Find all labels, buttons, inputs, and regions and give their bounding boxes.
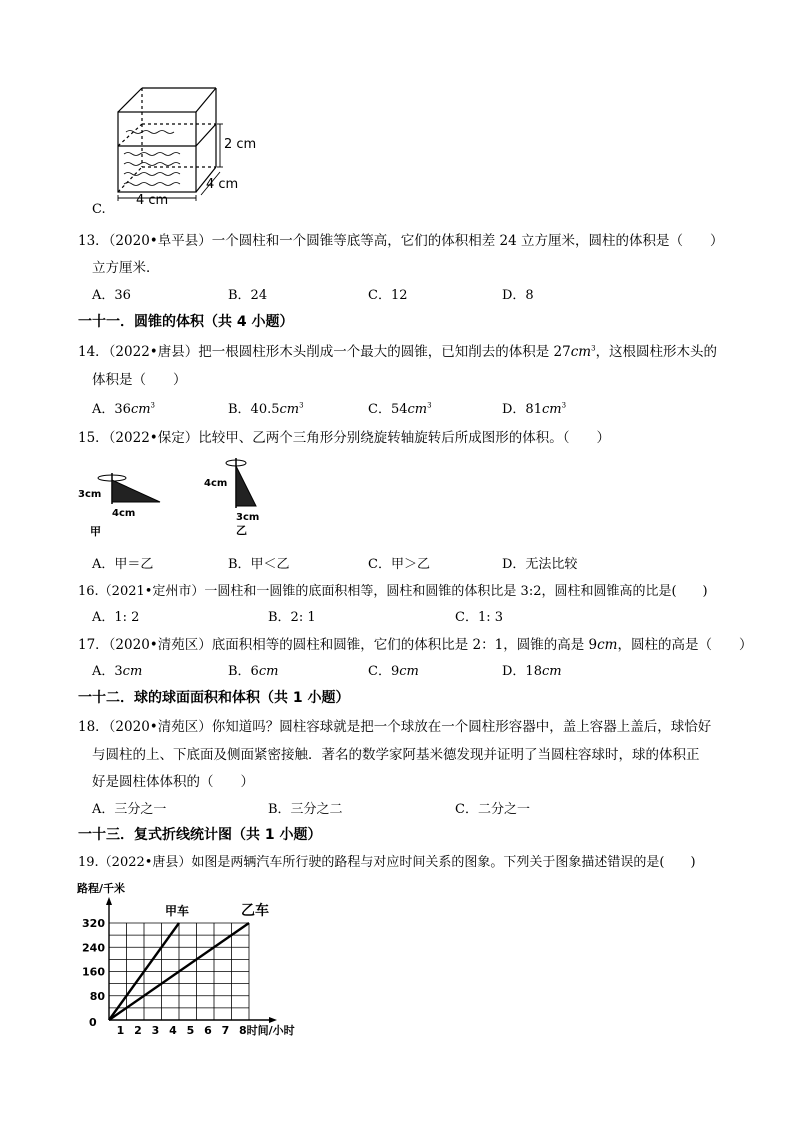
x-tick-label: 1 — [116, 1024, 125, 1037]
q15-option-a[interactable]: A．甲＝乙 — [92, 557, 154, 572]
jia-name: 甲 — [90, 525, 101, 538]
q18-line2: 与圆柱的上、下底面及侧面紧密接触．著名的数学家阿基米德发现并证明了当圆柱容球时，球的体积正 — [92, 747, 700, 763]
q14-option-c[interactable]: C．$54cm^3$ — [368, 401, 432, 417]
q14-line1 — [78, 340, 717, 360]
q14-sup: 3 — [591, 344, 596, 353]
q15-option-b[interactable]: B．甲＜乙 — [228, 557, 290, 572]
q15-line1: 15．（2022•保定）比较甲、乙两个三角形分别绕旋转轴旋转后所成图形的体积。（ ） — [78, 430, 610, 446]
chart-series — [109, 902, 269, 1020]
y-tick-label: 160 — [82, 965, 105, 979]
y-tick-label: 320 — [82, 917, 105, 930]
q13-option-b[interactable]: B．24 — [228, 288, 268, 303]
q13-line2: 立方厘米． — [92, 260, 160, 276]
x-tick-label: 2 — [134, 1024, 142, 1037]
x-tick-label: 4 — [169, 1024, 177, 1037]
x-tick-label: 7 — [221, 1024, 230, 1037]
q14-line1-a: 14．（2022•唐县）把一根圆柱形木头削成一个最大的圆锥，已知削去的体积是 27 — [78, 344, 571, 360]
q13-line1: 13．（2020•阜平县）一个圆柱和一个圆锥等底等高，它们的体积相差 24 立方厘米，圆柱的体积是（ ） — [78, 233, 724, 249]
x-tick-label: 5 — [186, 1024, 195, 1037]
q16-option-c[interactable]: C．1: 3 — [455, 610, 504, 625]
y-axis-label: 路程/千米 — [77, 882, 126, 895]
q15-option-d[interactable]: D．无法比较 — [502, 557, 578, 572]
section-13-heading: 一十三．复式折线统计图（共 1 小题） — [78, 827, 322, 843]
x-tick-label: 6 — [204, 1024, 212, 1037]
x-tick-label: 8时间/小时 — [239, 1024, 295, 1037]
yi-left-label: 4cm — [204, 478, 228, 489]
y-tick-label: 80 — [89, 989, 105, 1003]
q17-option-d[interactable]: D．18cm — [502, 664, 562, 679]
y-axis-arrow — [106, 897, 112, 905]
jia-bottom-label: 4cm — [112, 508, 136, 519]
jia-left-label: 3cm — [78, 489, 102, 500]
series-label-1: 甲车 — [165, 904, 190, 918]
height-label: 2 cm — [224, 137, 257, 152]
q18-line3: 好是圆柱体体积的（ ） — [92, 774, 254, 790]
q19-line1: 19.（2022•唐县）如图是两辆汽车所行驶的路程与对应时间关系的图象。下列关于图象描述错误的是( ) — [78, 855, 696, 870]
q17-line1-a: 17．（2020•清苑区）底面积相等的圆柱和圆锥，它们的体积比是 2：1，圆锥的高是 9 — [78, 637, 598, 653]
x-axis-arrow — [269, 1017, 277, 1023]
q14-option-d[interactable]: D．$81cm^3$ — [502, 401, 567, 417]
q15-option-c[interactable]: C．甲＞乙 — [368, 557, 430, 572]
section-12-heading: 一十二．球的球面面积和体积（共 1 小题） — [78, 690, 350, 706]
yi-bottom-label: 3cm — [236, 512, 260, 523]
q17-line1 — [78, 633, 752, 653]
triangle-yi-figure — [200, 458, 290, 544]
q13-option-c[interactable]: C．12 — [368, 288, 408, 303]
q14-option-b[interactable]: B．$40.5cm^3$ — [228, 401, 304, 417]
q14-option-a[interactable]: A．$36cm^3$ — [92, 401, 156, 417]
depth-label: 4 cm — [206, 177, 239, 192]
q17-unit: cm — [597, 637, 618, 653]
q18-option-b[interactable]: B．三分之二 — [268, 802, 343, 817]
q17-line1-b: ，圆柱的高是（ ） — [617, 637, 753, 653]
q16-option-b[interactable]: B．2: 1 — [268, 610, 316, 625]
distance-time-chart — [75, 878, 335, 1048]
cuboid-figure — [108, 82, 288, 207]
q18-option-c[interactable]: C．二分之一 — [455, 802, 530, 817]
q14-unit: cm — [570, 344, 592, 360]
q17-option-c[interactable]: C．9cm — [368, 664, 419, 679]
q17-option-b[interactable]: B．6cm — [228, 664, 279, 679]
q14-line1-b: ，这根圆柱形木头的 — [595, 344, 718, 360]
width-label: 4 cm — [136, 193, 169, 208]
q14-line2: 体积是（ ） — [92, 372, 187, 388]
q18-line1: 18．（2020•清苑区）你知道吗？圆柱容球就是把一个球放在一个圆柱形容器中，盖上容器上盖后，球恰好 — [78, 719, 712, 735]
series-label-2: 乙车 — [241, 903, 269, 919]
q13-option-d[interactable]: D．8 — [502, 288, 534, 303]
yi-name: 乙 — [236, 524, 247, 537]
q16-option-a[interactable]: A．1: 2 — [92, 610, 140, 625]
y-tick-label: 240 — [82, 941, 105, 955]
triangle-jia-figure — [78, 470, 178, 542]
q16-line1: 16.（2021•定州市）一圆柱和一圆锥的底面积相等，圆柱和圆锥的体积比是 3:2，圆柱和圆锥高的比是( ) — [78, 584, 708, 599]
x-tick-label: 3 — [151, 1024, 160, 1037]
q17-option-a[interactable]: A．3cm — [92, 664, 143, 679]
option-c-label: C. — [92, 202, 106, 217]
q13-option-a[interactable]: A．36 — [92, 288, 131, 303]
origin-label: 0 — [89, 1016, 97, 1029]
q18-option-a[interactable]: A．三分之一 — [92, 802, 167, 817]
section-11-heading: 一十一．圆锥的体积（共 4 小题） — [78, 314, 294, 330]
